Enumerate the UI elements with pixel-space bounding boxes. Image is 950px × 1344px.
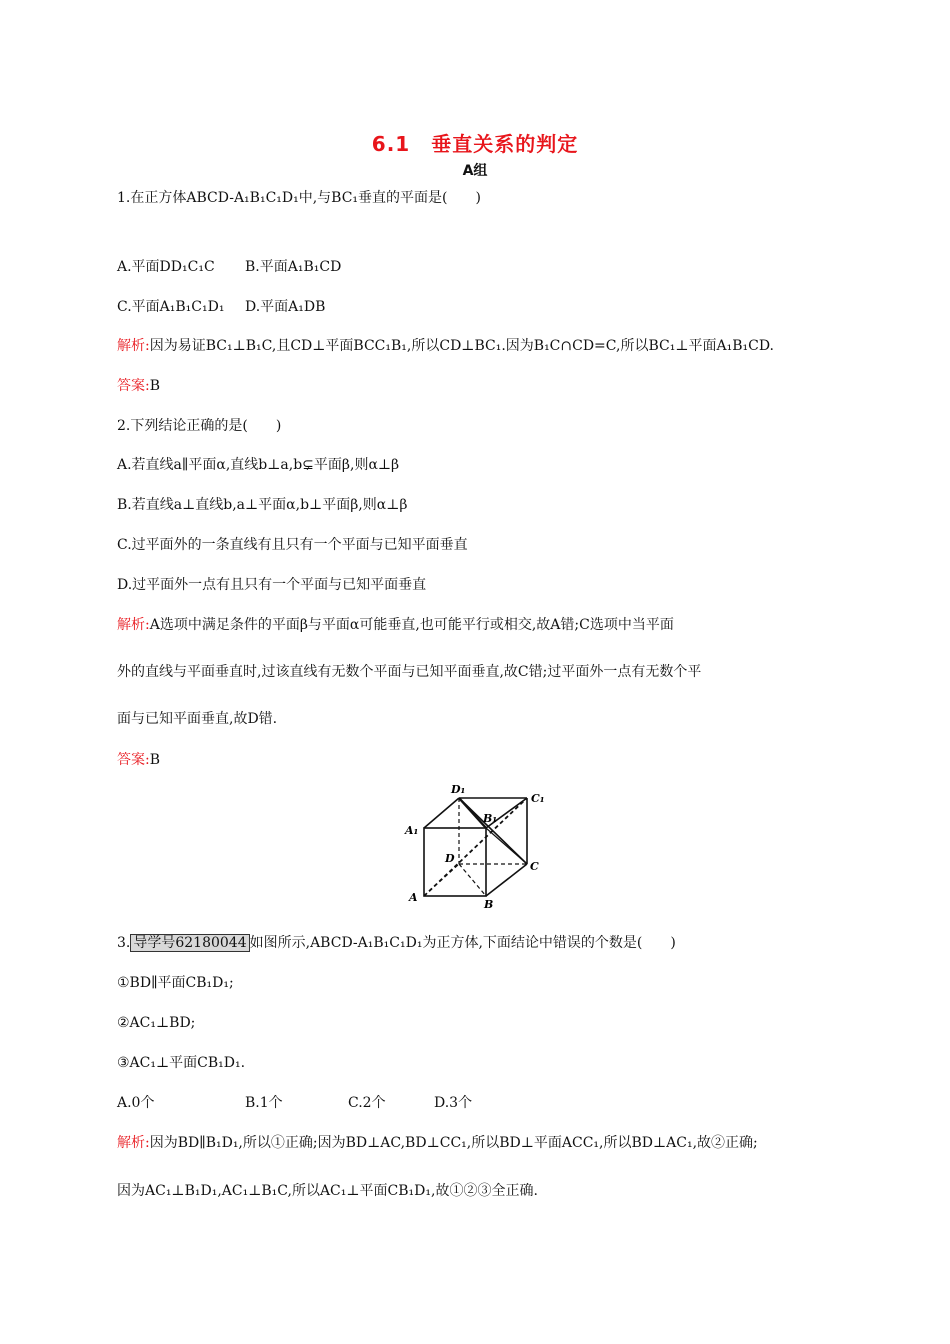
q1-answer-value: B [149,378,161,394]
q3-option-a[interactable]: A.0个 [117,1095,155,1111]
q2-option-c[interactable]: C.过平面外的一条直线有且只有一个平面与已知平面垂直 [117,537,468,553]
label-a1: A₁ [405,824,419,837]
page-title: 6.1 垂直关系的判定 [371,132,579,156]
q3-option-b[interactable]: B.1个 [245,1095,283,1111]
q1-option-c[interactable]: C.平面A₁B₁C₁D₁ [117,299,225,315]
group-label: A组 [462,163,488,179]
q2-analysis-text-1: A选项中满足条件的平面β与平面α可能垂直,也可能平行或相交,故A错;C选项中当平面 [149,617,674,633]
q1-options-row1 [117,257,341,277]
guide-tag[interactable]: 导学号62180044 [130,934,249,952]
q2-option-a[interactable]: A.若直线a∥平面α,直线b⊥a,b⊊平面β,则α⊥β [117,457,400,473]
q2-analysis-line3: 面与已知平面垂直,故D错. [117,711,278,727]
analysis-label: 解析: [117,1135,150,1151]
q3-option-c[interactable]: C.2个 [348,1095,386,1111]
q3-item-3: ③AC₁⊥平面CB₁D₁. [117,1055,246,1071]
q3-option-d[interactable]: D.3个 [434,1095,473,1111]
label-d1: D₁ [451,783,466,796]
answer-label: 答案: [117,378,150,394]
edge-a1-d1 [424,798,459,828]
diagonal-d-b [459,864,486,896]
q3-item-1: ①BD∥平面CB₁D₁; [117,975,234,991]
diagonal-a-c1 [424,798,527,896]
q2-answer-value: B [149,752,161,768]
q3-item-2: ②AC₁⊥BD; [117,1015,196,1031]
diagonal-d1-b1 [459,798,486,828]
q2-option-b[interactable]: B.若直线a⊥直线b,a⊥平面α,b⊥平面β,则α⊥β [117,497,408,513]
q3-number: 3. [117,935,131,951]
cube-hidden-edges [424,798,527,896]
label-b1: B₁ [483,812,498,825]
q2-answer [117,750,160,770]
q1-options-row2 [117,297,325,317]
q1-analysis [117,336,774,356]
q1-option-b[interactable]: B.平面A₁B₁CD [245,259,342,275]
diagonal-b1-c [486,828,527,864]
q3-analysis-text-1: 因为BD∥B₁D₁,所以①正确;因为BD⊥AC,BD⊥CC₁,所以BD⊥平面ACC₁,所以BD⊥AC₁,故②正确; [149,1135,758,1151]
q1-option-a[interactable]: A.平面DD₁C₁C [117,259,215,275]
edge-b-c [486,864,527,896]
q1-option-d[interactable]: D.平面A₁DB [245,299,326,315]
q2-stem: 2.下列结论正确的是( ) [117,418,282,434]
q2-analysis-line2: 外的直线与平面垂直时,过该直线有无数个平面与已知平面垂直,故C错;过平面外一点有无数个平 [117,664,702,680]
label-b: B [484,898,494,910]
label-d: D [445,852,455,865]
label-c1: C₁ [531,792,545,805]
analysis-label: 解析: [117,617,150,633]
q2-option-d[interactable]: D.过平面外一点有且只有一个平面与已知平面垂直 [117,577,427,593]
answer-label: 答案: [117,752,150,768]
cube-figure [395,780,555,910]
label-c: C [530,860,539,873]
q3-stem-text: 如图所示,ABCD-A₁B₁C₁D₁为正方体,下面结论中错误的个数是( ) [249,935,676,951]
q3-stem [117,933,676,953]
q3-analysis-line2: 因为AC₁⊥B₁D₁,AC₁⊥B₁C,所以AC₁⊥平面CB₁D₁,故①②③全正确. [117,1183,538,1199]
q3-analysis-line1 [117,1133,758,1153]
q1-analysis-text: 因为易证BC₁⊥B₁C,且CD⊥平面BCC₁B₁,所以CD⊥BC₁.因为B₁C∩CD=C,所以BC₁⊥平面A₁B₁CD. [149,338,775,354]
q1-answer [117,376,160,396]
analysis-label: 解析: [117,338,150,354]
label-a: A [409,891,418,904]
q1-stem: 1.在正方体ABCD-A₁B₁C₁D₁中,与BC₁垂直的平面是( ) [117,190,481,206]
q2-analysis-line1 [117,615,674,635]
q3-options [117,1093,472,1113]
